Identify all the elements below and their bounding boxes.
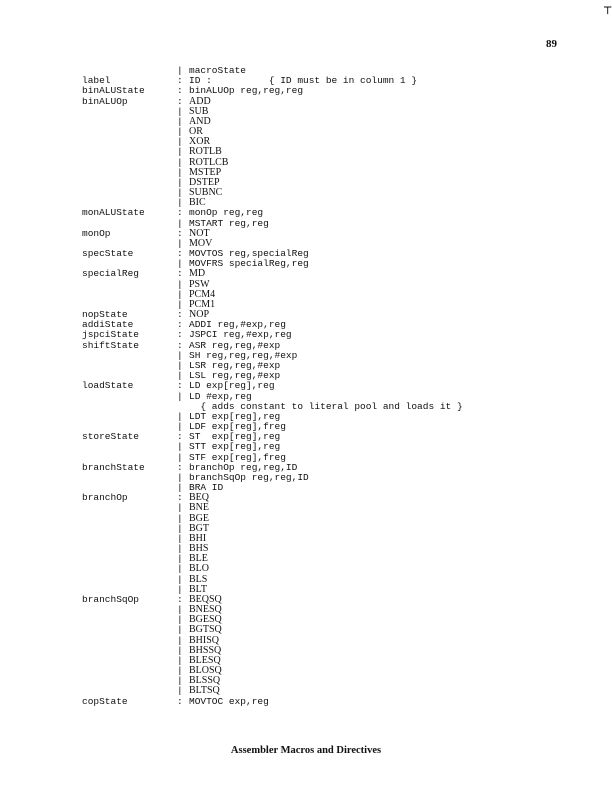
rule-separator: :: [177, 85, 183, 97]
grammar-row: [0, 178, 612, 188]
rule-production: MOV: [189, 237, 213, 249]
grammar-row: [0, 86, 612, 96]
rule-production: SUBNC: [189, 187, 223, 199]
grammar-row: [0, 544, 612, 554]
rule-name: jspciState: [82, 329, 140, 341]
rule-production: MOVFRS specialReg,reg: [189, 258, 309, 270]
rule-separator: |: [177, 644, 183, 656]
rule-production: ADDI reg,#exp,reg: [189, 319, 286, 331]
grammar-row: [0, 646, 612, 656]
rule-separator: |: [177, 624, 183, 636]
rule-production: { adds constant to literal pool and loads it }: [189, 400, 463, 412]
rule-separator: |: [177, 512, 183, 524]
rule-name: monOp: [82, 227, 111, 239]
grammar-row: [0, 524, 612, 534]
rule-separator: |: [177, 390, 183, 402]
grammar-row: [0, 676, 612, 686]
rule-separator: |: [177, 604, 183, 616]
rule-name: nopState: [82, 309, 128, 321]
rule-production: BNESQ: [189, 604, 222, 616]
grammar-row: [0, 127, 612, 137]
rule-separator: :: [177, 309, 183, 321]
grammar-row: [0, 595, 612, 605]
grammar-row: [0, 534, 612, 544]
rule-production: BLE: [189, 553, 208, 565]
rule-name: branchSqOp: [82, 593, 140, 605]
rule-separator: |: [177, 298, 183, 310]
rule-production: STT exp[reg],reg: [189, 441, 281, 453]
rule-production: ROTLCB: [189, 156, 229, 168]
rule-production: BHS: [189, 543, 209, 555]
rule-separator: |: [177, 217, 183, 229]
rule-separator: |: [177, 675, 183, 687]
grammar-row: [0, 493, 612, 503]
grammar-row: [0, 351, 612, 361]
rule-production: BLT: [189, 583, 207, 595]
grammar-listing: [0, 66, 612, 707]
rule-production: BLS: [189, 573, 208, 585]
rule-production: BLESQ: [189, 654, 221, 666]
rule-production: SUB: [189, 105, 209, 117]
footer-title: Assembler Macros and Directives: [230, 745, 382, 756]
rule-separator: |: [177, 237, 183, 249]
grammar-row: [0, 575, 612, 585]
grammar-row: [0, 188, 612, 198]
rule-separator: :: [177, 695, 183, 707]
rule-separator: |: [177, 146, 183, 158]
rule-production: MOVTOS reg,specialReg: [189, 248, 309, 260]
grammar-row: [0, 402, 612, 412]
rule-separator: |: [177, 197, 183, 209]
rule-production: MD: [189, 268, 206, 280]
rule-production: MSTEP: [189, 166, 222, 178]
grammar-row: [0, 269, 612, 279]
rule-separator: |: [177, 471, 183, 483]
rule-separator: |: [177, 115, 183, 127]
rule-name: branchOp: [82, 492, 128, 504]
rule-separator: |: [177, 370, 183, 382]
rule-separator: |: [177, 451, 183, 463]
rule-separator: |: [177, 126, 183, 138]
rule-name: specState: [82, 248, 134, 260]
corner-mark: ┬: [604, 0, 612, 14]
rule-production: BRA ID: [189, 482, 224, 494]
rule-production: BGTSQ: [189, 624, 222, 636]
rule-separator: |: [177, 176, 183, 188]
rule-separator: :: [177, 329, 183, 341]
grammar-row: [0, 168, 612, 178]
rule-production: OR: [189, 126, 203, 138]
grammar-row: [0, 554, 612, 564]
grammar-row: [0, 412, 612, 422]
rule-name: storeState: [82, 431, 140, 443]
rule-separator: |: [177, 187, 183, 199]
rule-production: BIC: [189, 197, 206, 209]
rule-production: DSTEP: [189, 176, 220, 188]
rule-production: NOT: [189, 227, 210, 239]
grammar-row: [0, 432, 612, 442]
rule-production: BEQSQ: [189, 593, 222, 605]
rule-separator: |: [177, 583, 183, 595]
rule-separator: |: [177, 349, 183, 361]
rule-separator: |: [177, 614, 183, 626]
rule-production: LDF exp[reg],freg: [189, 421, 286, 433]
rule-production: PSW: [189, 278, 210, 290]
rule-separator: |: [177, 278, 183, 290]
rule-separator: |: [177, 105, 183, 117]
rule-separator: :: [177, 593, 183, 605]
rule-production: PCM4: [189, 288, 216, 300]
rule-separator: |: [177, 410, 183, 422]
rule-name: shiftState: [82, 339, 140, 351]
grammar-row: [0, 229, 612, 239]
rule-separator: |: [177, 522, 183, 534]
grammar-row: [0, 107, 612, 117]
grammar-row: [0, 280, 612, 290]
rule-separator: :: [177, 95, 183, 107]
grammar-row: [0, 361, 612, 371]
rule-production: ID : { ID must be in column 1 }: [189, 75, 418, 87]
rule-production: ROTLB: [189, 146, 222, 158]
rule-production: BLSSQ: [189, 675, 221, 687]
rule-separator: :: [177, 461, 183, 473]
rule-separator: |: [177, 421, 183, 433]
grammar-row: [0, 147, 612, 157]
rule-production: BGE: [189, 512, 209, 524]
grammar-row: [0, 137, 612, 147]
rule-production: BHSSQ: [189, 644, 222, 656]
rule-separator: |: [177, 543, 183, 555]
rule-production: BGT: [189, 522, 209, 534]
page-number: 89: [546, 38, 557, 50]
rule-name: copState: [82, 695, 128, 707]
rule-production: BNE: [189, 502, 209, 514]
rule-production: BGESQ: [189, 614, 222, 626]
rule-production: BEQ: [189, 492, 209, 504]
grammar-row: [0, 656, 612, 666]
rule-separator: :: [177, 268, 183, 280]
rule-production: BLTSQ: [189, 685, 220, 697]
grammar-row: [0, 605, 612, 615]
rule-production: MOVTOC exp,reg: [189, 695, 269, 707]
rule-separator: :: [177, 492, 183, 504]
rule-production: JSPCI reg,#exp,reg: [189, 329, 292, 341]
rule-production: branchSqOp reg,reg,ID: [189, 471, 309, 483]
grammar-row: [0, 117, 612, 127]
rule-separator: :: [177, 227, 183, 239]
rule-production: LSR reg,reg,#exp: [189, 359, 281, 371]
rule-separator: :: [177, 431, 183, 443]
rule-production: macroState: [189, 65, 247, 76]
grammar-row: [0, 290, 612, 300]
rule-separator: |: [177, 553, 183, 565]
grammar-row: [0, 666, 612, 676]
rule-production: ADD: [189, 95, 211, 107]
rule-production: BHISQ: [189, 634, 220, 646]
rule-production: MSTART reg,reg: [189, 217, 269, 229]
rule-production: AND: [189, 115, 211, 127]
rule-production: SH reg,reg,reg,#exp: [189, 349, 298, 361]
rule-separator: :: [177, 339, 183, 351]
grammar-row: [0, 625, 612, 635]
grammar-row: [0, 636, 612, 646]
rule-separator: |: [177, 65, 183, 76]
rule-separator: |: [177, 532, 183, 544]
rule-name: branchState: [82, 461, 145, 473]
rule-name: loadState: [82, 380, 134, 392]
rule-production: LDT exp[reg],reg: [189, 410, 281, 422]
rule-name: specialReg: [82, 268, 140, 280]
grammar-row: [0, 442, 612, 452]
rule-separator: |: [177, 502, 183, 514]
rule-separator: |: [177, 665, 183, 677]
rule-separator: |: [177, 441, 183, 453]
rule-separator: |: [177, 685, 183, 697]
rule-separator: :: [177, 380, 183, 392]
rule-separator: |: [177, 563, 183, 575]
grammar-row: [0, 158, 612, 168]
grammar-row: [0, 341, 612, 351]
rule-name: label: [82, 75, 111, 87]
grammar-row: [0, 697, 612, 707]
rule-production: monOp reg,reg: [189, 207, 264, 219]
rule-separator: :: [177, 319, 183, 331]
rule-separator: :: [177, 75, 183, 87]
rule-separator: :: [177, 207, 183, 219]
rule-production: STF exp[reg],freg: [189, 451, 286, 463]
rule-separator: |: [177, 288, 183, 300]
rule-production: LD exp[reg],reg: [189, 380, 275, 392]
rule-separator: |: [177, 136, 183, 148]
rule-separator: |: [177, 573, 183, 585]
rule-production: XOR: [189, 136, 211, 148]
grammar-row: [0, 514, 612, 524]
rule-separator: |: [177, 482, 183, 494]
grammar-row: [0, 381, 612, 391]
rule-separator: |: [177, 654, 183, 666]
rule-separator: |: [177, 156, 183, 168]
rule-production: PCM1: [189, 298, 216, 310]
grammar-row: [0, 208, 612, 218]
grammar-row: [0, 473, 612, 483]
grammar-row: [0, 503, 612, 513]
rule-separator: |: [177, 166, 183, 178]
rule-separator: :: [177, 248, 183, 260]
rule-production: LSL reg,reg,#exp: [189, 370, 281, 382]
rule-production: NOP: [189, 309, 210, 321]
rule-name: binALUState: [82, 85, 145, 97]
rule-production: ST exp[reg],reg: [189, 431, 281, 443]
rule-name: binALUOp: [82, 95, 128, 107]
rule-production: BLOSQ: [189, 665, 222, 677]
grammar-row: [0, 564, 612, 574]
rule-production: BLO: [189, 563, 209, 575]
grammar-row: [0, 615, 612, 625]
rule-separator: |: [177, 359, 183, 371]
rule-production: branchOp reg,reg,ID: [189, 461, 298, 473]
rule-name: addiState: [82, 319, 134, 331]
rule-name: monALUState: [82, 207, 145, 219]
rule-production: LD #exp,reg: [189, 390, 252, 402]
rule-production: BHI: [189, 532, 207, 544]
grammar-row: [0, 97, 612, 107]
rule-production: binALUOp reg,reg,reg: [189, 85, 304, 97]
rule-production: ASR reg,reg,#exp: [189, 339, 281, 351]
rule-separator: |: [177, 258, 183, 270]
rule-separator: |: [177, 634, 183, 646]
